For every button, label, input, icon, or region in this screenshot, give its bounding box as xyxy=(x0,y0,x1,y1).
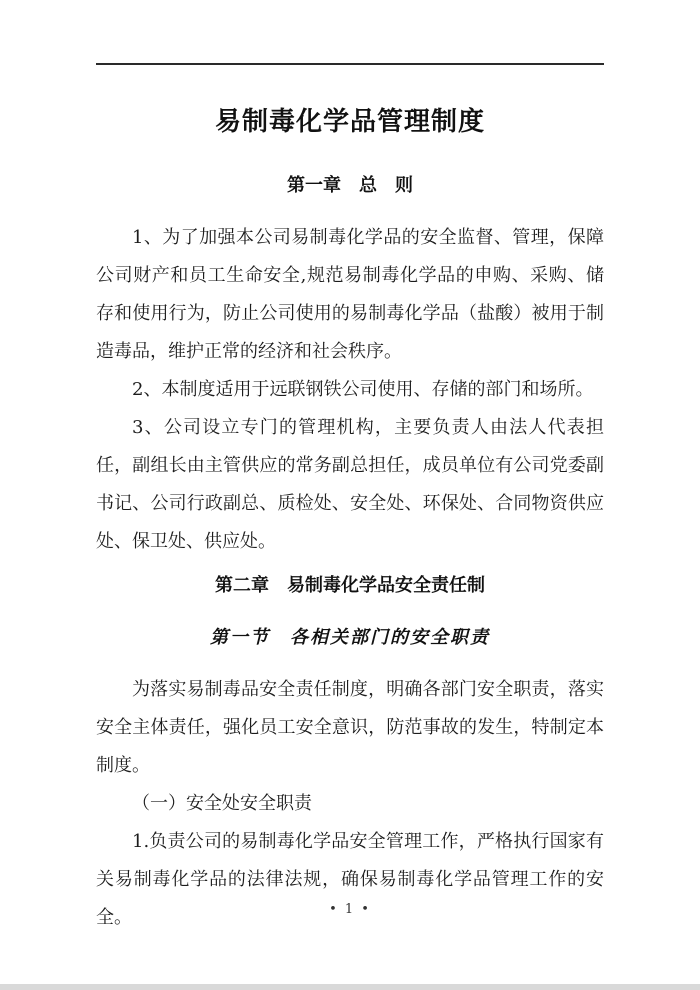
chapter-2-paragraph-1: 为落实易制毒品安全责任制度，明确各部门安全职责，落实安全主体责任，强化员工安全意识，防范事故的发生，特制定本制度。 xyxy=(96,679,604,776)
page-number: • 1 • xyxy=(329,902,371,917)
chapter-2-item-heading: （一）安全处安全职责 xyxy=(132,793,312,814)
chapter-2-heading: 第二章 易制毒化学品安全责任制 xyxy=(215,575,485,596)
chapter-1-paragraph-2: 2、本制度适用于远联钢铁公司使用、存储的部门和场所。 xyxy=(132,379,594,400)
chapter-1-paragraph-1: 1、为了加强本公司易制毒化学品的安全监督、管理，保障公司财产和员工生命安全,规范易制毒化学品的申购、采购、储存和使用行为，防止公司使用的易制毒化学品（盐酸）被用于制造毒品，维护正常的经济和社会秩序。 xyxy=(96,227,604,362)
chapter-1-heading: 第一章 总 则 xyxy=(287,175,413,196)
document-content xyxy=(0,63,700,937)
header-rule xyxy=(96,63,604,65)
chapter-2-paragraph-2: 1.负责公司的易制毒化学品安全管理工作，严格执行国家有关易制毒化学品的法律法规，确保易制毒化学品管理工作的安全。 xyxy=(96,831,604,928)
page-bottom-edge xyxy=(0,984,700,990)
chapter-2-body xyxy=(96,671,604,937)
chapter-1-paragraph-3: 3、公司设立专门的管理机构，主要负责人由法人代表担任，副组长由主管供应的常务副总担任，成员单位有公司党委副书记、公司行政副总、质检处、安全处、环保处、合同物资供应处、保卫处、供应处。 xyxy=(96,417,604,552)
document-title: 易制毒化学品管理制度 xyxy=(214,107,485,137)
chapter-1-body xyxy=(96,219,604,561)
section-1-heading: 第一节 各相关部门的安全职责 xyxy=(210,627,490,648)
